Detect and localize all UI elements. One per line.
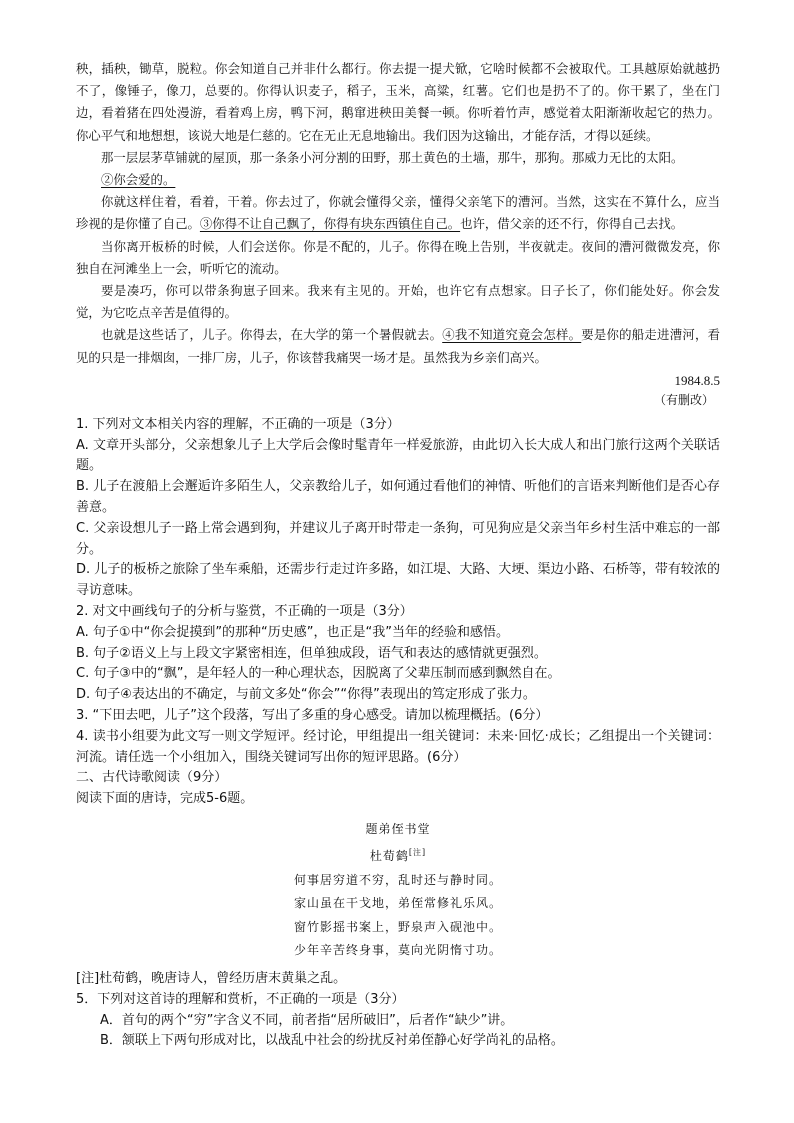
reading-passage <box>76 58 720 369</box>
option-2d: D. 句子④表达出的不确定，与前文多处“你会”“你得”表现出的笃定形成了张力。 <box>76 687 536 703</box>
question-3: 3. “下田去吧，儿子”这个段落，写出了多重的身心感受。请加以梳理概括。(6分） <box>76 708 549 723</box>
passage-paragraph: 也就是这些话了，儿子。你得去，在大学的第一个暑假就去。④我不知道究竟会怎样。要是你的船走进漕河，看见的只是一排烟囱，一排厂房，儿子，你该替我痛哭一场才是。虽然我为乡亲们高兴。 <box>76 327 721 365</box>
passage-paragraph: 当你离开板桥的时候，人们会送你。你是不配的，儿子。你得在晚上告别，半夜就走。夜间的漕河微微发亮，你独自在河滩坐上一会，听听它的流动。 <box>76 238 720 276</box>
poem-footnote: [注]杜荀鹤，晚唐诗人，曾经历唐末黄巢之乱。 <box>76 970 347 986</box>
poem-line: 家山虽在干戈地，弟侄常修礼乐风。 <box>293 896 502 911</box>
passage-paragraph: 那一层层茅草铺就的屋顶，那一条条小河分割的田野，那土黄色的土墙，那牛，那狗。那威力无比的太阳。 <box>101 149 684 165</box>
option-5b: B．颔联上下两句形成对比，以战乱中社会的纷扰反衬弟侄静心好学尚礼的品格。 <box>100 1033 564 1049</box>
poem-author: 杜荀鹤 <box>369 849 409 864</box>
section-heading: 二、古代诗歌阅读（9分） <box>76 770 228 786</box>
question-block <box>76 415 720 810</box>
poem-title: 题弟侄书堂 <box>365 821 431 836</box>
option-1b: B. 儿子在渡船上会邂逅许多陌生人，父亲教给儿子，如何通过看他们的神情、听他们的言语来判断他们是否心存善意。 <box>76 479 720 516</box>
poem-line: 窗竹影摇书案上，野泉声入砚池中。 <box>293 919 502 934</box>
abridged-note: （有删改） <box>653 392 714 407</box>
option-1d: D. 儿子的板桥之旅除了坐车乘船，还需步行走过许多路，如江堤、大路、大埂、渠边小路、石桥等，带有较浓的寻访意味。 <box>76 562 720 599</box>
poem-author-line <box>76 841 720 869</box>
underlined-sentence-4: ④我不知道究竟会怎样。 <box>442 327 582 343</box>
section-instruction: 阅读下面的唐诗，完成5-6题。 <box>76 791 254 807</box>
option-5a: A．首句的两个“穷”字含义不同，前者指“居所破旧”，后者作“缺少”讲。 <box>100 1012 514 1028</box>
question-5: 5．下列对这首诗的理解和赏析，不正确的一项是（3分） <box>76 991 405 1007</box>
question-2: 2. 对文中画线句子的分析与鉴赏，不正确的一项是（3分） <box>76 604 413 620</box>
author-note-marker: [注] <box>408 848 427 858</box>
underlined-sentence-3: ③你得不让自己飘了，你得有块东西镇住自己。 <box>199 216 461 232</box>
option-1a: A. 文章开头部分，父亲想象儿子上大学后会像时髦青年一样爱旅游，由此切入长大成人和出门旅行这两个关联话题。 <box>76 437 720 474</box>
option-2c: C. 句子③中的“飘”，是年轻人的一种心理状态，因脱离了父辈压制而感到飘然自在。 <box>76 666 561 682</box>
option-1c: C. 父亲设想儿子一路上常会遇到狗，并建议儿子离开时带走一条狗，可见狗应是父亲当年乡村生活中难忘的一部分。 <box>76 520 720 557</box>
passage-paragraph <box>76 169 720 191</box>
option-2b: B. 句子②语义上与上段文字紧密相连，但单独成段，语气和表达的感情就更强烈。 <box>76 645 547 661</box>
passage-paragraph: 你就这样住着，看着，干着。你去过了，你就会懂得父亲，懂得父亲笔下的漕河。当然，这实在不算什么，应当珍视的是你懂了自己。③你得不让自己飘了，你得有块东西镇住自己。也许，借父亲的还不行，你得自己去找。 <box>76 194 720 232</box>
question-4: 4. 读书小组要为此文写一则文学短评。经讨论，甲组提出一组关键词：未来·回忆·成长；乙组提出一个关键词：河流。请任选一个小组加入，围绕关键词写出你的短评思路。(6分） <box>76 728 720 765</box>
poem-line: 少年辛苦终身事，莫向光阴惰寸功。 <box>293 943 502 958</box>
question-block-2 <box>76 969 720 1052</box>
question-1: 1. 下列对文本相关内容的理解，不正确的一项是（3分） <box>76 416 400 432</box>
poem <box>76 818 720 963</box>
passage-paragraph: 要是凑巧，你可以带条狗崽子回来。我来有主见的。开始，也许它有点想家。日子长了，你们能处好。你会发觉，为它吃点辛苦是值得的。 <box>76 283 720 321</box>
poem-line: 何事居穷道不穷，乱时还与静时同。 <box>293 872 502 887</box>
underlined-sentence-2: ②你会爱的。 <box>101 172 176 188</box>
passage-paragraph: 秧，插秧，锄草，脱粒。你会知道自己并非什么都行。你去提一提犬锨，它啥时候都不会被取代。工具越原始就越扔不了，像锤子，像刀，总要的。你得认识麦子，稻子，玉米，高粱，红薯。它们也是扔不了的。你干累了，坐在门边，看着猪在四处漫游，看着鸡上房，鸭下河，鹅窜进秧田美餐一顿。你听着竹声，感觉着太阳渐渐收起它的热力。你心平气和地想想，该说大地是仁慈的。它在无止无息地输出。我们因为这输出，才能存活，才得以延续。 <box>76 61 720 143</box>
passage-date: 1984.8.5 <box>674 372 720 388</box>
option-2a: A. 句子①中“你会捉摸到”的那种“历史感”，也正是“我”当年的经验和感悟。 <box>76 624 509 640</box>
